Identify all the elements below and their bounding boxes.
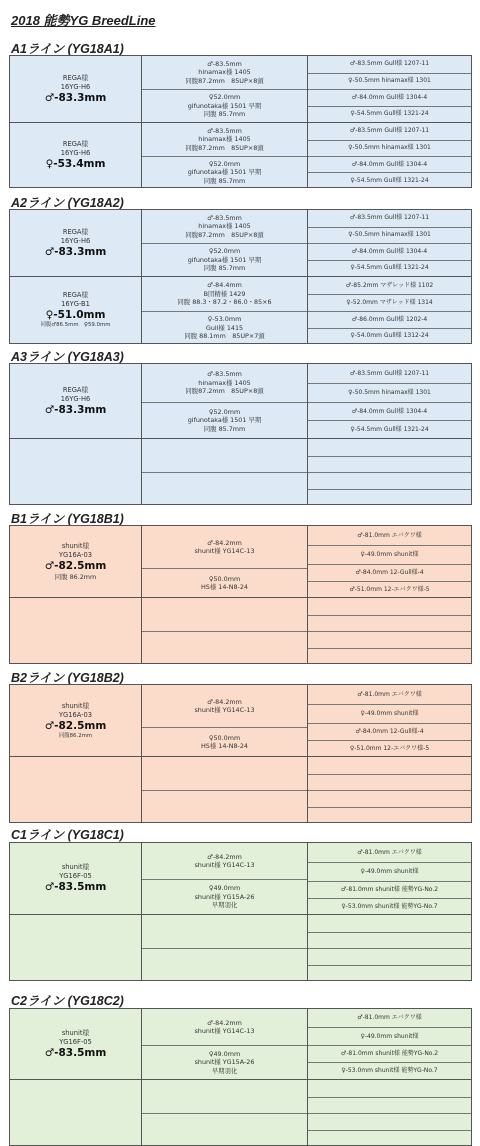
section-heading-b2: B2ライン (YG18B2) [11,668,124,686]
breed-row [10,122,471,187]
offspring-cell [308,526,471,597]
offspring-text: ♀-49.0mm shunit様 [360,551,418,559]
mate-block [142,56,307,89]
parent-size: ♂-82.5mm [45,560,107,573]
line-code: 16YG-H6 [61,395,90,404]
parent-size: ♂-83.5mm [45,881,107,894]
mate-breeder: shunit様 YG15A-26 [195,1058,255,1066]
offspring-cell [308,277,471,343]
offspring-entry [308,1027,471,1045]
empty-row [10,914,471,980]
offspring-cell [308,1009,471,1079]
mate-breeder: shunit様 YG14C-13 [194,706,254,714]
offspring-text: ♂-84.0mm 12-Gull様-4 [355,728,423,736]
mate-block [142,843,307,879]
offspring-text: ♀-50.5mm hinamax様 1301 [348,77,431,85]
empty-block [142,472,307,505]
empty-mates-cell [142,1080,308,1145]
breed-row [10,210,471,276]
empty-mates-cell [142,439,308,504]
offspring-entry [308,311,471,328]
offspring-entry [308,545,471,564]
line-code: YG16A-03 [59,551,92,560]
mate-block [142,243,307,276]
mates-cell [142,56,308,122]
offspring-text: ♀-52.0mm マザレッド様 1314 [346,299,433,307]
offspring-text: ♂-84.0mm Gull様 1304-4 [352,94,427,102]
offspring-text: ♀-50.5mm hinamax様 1301 [348,231,431,239]
offspring-text: ♀-49.0mm shunit様 [360,1033,418,1041]
mate-note: 早期羽化 [212,901,238,909]
breeder-name: shunit様 [62,542,89,551]
mates-cell [142,277,308,343]
offspring-cell [308,210,471,276]
offspring-text: ♀-53.0mm shunit様 能勢YG-No.7 [341,1067,437,1075]
offspring-entry [308,881,471,898]
breeder-name: REGA様 [63,291,88,300]
offspring-text: ♂-84.0mm 12-Gull様-4 [355,569,423,577]
mate-sibling-note: 同腹 88.1mm 85UP×7頭 [184,332,264,340]
mate-breeder: hinamax様 1405 [198,68,250,76]
offspring-cell [308,843,471,914]
line-code: 16YG-H6 [61,83,90,92]
offspring-entry [308,862,471,881]
empty-block [142,757,307,790]
breed-row [10,526,471,597]
breeder-name: REGA様 [63,74,88,83]
offspring-text: ♀-54.5mm Gull様 1321-24 [350,264,428,272]
mate-size: ♀50.0mm [209,734,240,742]
mate-block [142,123,307,156]
parent-cell [10,364,142,438]
mate-size: ♀52.0mm [209,160,240,168]
mate-sibling-note: 同腹87.2mm 85UP×8頭 [185,77,263,85]
offspring-entry [308,73,471,90]
sibling-note: 同腹 86.2mm [55,573,97,581]
mate-breeder: hinamax様 1405 [198,379,250,387]
offspring-entry [308,227,471,244]
offspring-entry [308,140,471,157]
empty-block [142,439,307,472]
empty-entry [308,1080,471,1097]
line-code: YG16A-03 [59,711,92,720]
empty-entry [308,807,471,824]
parent-cell [10,526,142,597]
offspring-entry [308,704,471,723]
offspring-cell [308,56,471,122]
mate-block [142,526,307,568]
empty-entry [308,615,471,632]
mate-size: ♂-84.2mm [207,1019,242,1027]
breed-table-a3 [9,363,472,505]
mate-breeder: shunit様 YG15A-26 [195,893,255,901]
mates-cell [142,526,308,597]
offspring-text: ♂-83.5mm Gull様 1207-11 [350,127,429,135]
offspring-cell [308,123,471,187]
mate-block [142,402,307,438]
section-heading-b1: B1ライン (YG18B1) [11,509,124,527]
empty-block [142,915,307,948]
mate-size: ♀-53.0mm [208,315,242,323]
empty-parent-cell [10,915,142,980]
breed-table-c2 [9,1008,472,1146]
mates-cell [142,210,308,276]
mate-breeder: gifunotaka様 1501 早期 [188,416,262,424]
mate-size: ♂-83.5mm [207,60,242,68]
offspring-text: ♂-81.0mm shunit様 能勢YG-No.2 [341,1050,438,1058]
offspring-text: ♀-50.5mm hinamax様 1301 [348,389,431,397]
breed-table-a2 [9,209,472,344]
mate-size: ♀52.0mm [209,93,240,101]
section-heading-a2: A2ライン (YG18A2) [11,193,124,211]
mate-sibling-note: 同腹87.2mm 85UP×8頭 [185,387,263,395]
empty-block [142,1080,307,1113]
offspring-entry [308,210,471,227]
offspring-text: ♂-83.5mm Gull様 1207-11 [350,214,429,222]
parent-size: ♂-83.5mm [45,1047,107,1060]
empty-parent-cell [10,1080,142,1145]
mates-cell [142,1009,308,1079]
empty-mates-cell [142,598,308,663]
offspring-entry [308,420,471,438]
mate-sibling-note: 同腹 85.7mm [204,110,246,118]
empty-entry [308,598,471,615]
mate-sibling-note: 同腹87.2mm 85UP×8頭 [185,144,263,152]
empty-entry [308,774,471,791]
empty-entry [308,1113,471,1130]
offspring-entry [308,328,471,345]
empty-offspring-cell [308,598,471,663]
offspring-entry [308,364,471,383]
mate-size: ♀49.0mm [209,884,240,892]
mate-size: ♀52.0mm [209,247,240,255]
mate-block [142,277,307,311]
empty-entry [308,489,471,506]
mates-cell [142,843,308,914]
offspring-entry [308,402,471,420]
offspring-text: ♂-86.0mm Gull様 1202-4 [352,316,427,324]
empty-row [10,597,471,663]
mate-breeder: Gull様 1415 [206,324,243,332]
empty-block [142,1113,307,1146]
breed-table-a1 [9,55,472,188]
offspring-text: ♂-81.0mm エバクワ様 [357,691,422,699]
offspring-entry [308,156,471,172]
offspring-entry [308,1009,471,1027]
parent-size: ♂-82.5mm [45,720,107,733]
empty-entry [308,439,471,456]
breeder-name: REGA様 [63,386,88,395]
empty-parent-cell [10,598,142,663]
parent-size: ♂-83.3mm [45,404,107,417]
parent-size: ♂-83.3mm [45,92,107,105]
mate-block [142,1009,307,1045]
parent-cell [10,277,142,343]
mate-block [142,156,307,188]
offspring-entry [308,1062,471,1079]
offspring-text: ♂-81.0mm エバクワ様 [357,849,422,857]
sibling-note: 同腹86.2mm [59,733,92,740]
breed-table-b2 [9,684,472,823]
offspring-text: ♀-54.0mm Gull様 1312-24 [350,332,428,340]
parent-size: ♂-83.3mm [45,246,107,259]
empty-row [10,438,471,504]
empty-entry [308,631,471,648]
offspring-entry [308,740,471,756]
mate-sibling-note: 同腹 85.7mm [204,264,246,272]
breed-table-c1 [9,842,472,981]
offspring-entry [308,581,471,597]
offspring-entry [308,564,471,581]
mate-block [142,210,307,243]
offspring-entry [308,260,471,277]
mate-block [142,685,307,727]
mate-breeder: hinamax様 1405 [198,135,250,143]
offspring-text: ♀-49.0mm shunit様 [360,710,418,718]
empty-block [142,631,307,664]
offspring-text: ♂-83.5mm Gull様 1207-11 [350,370,429,378]
empty-row [10,756,471,822]
offspring-text: ♀-50.5mm hinamax様 1301 [348,144,431,152]
empty-row [10,1079,471,1145]
empty-mates-cell [142,915,308,980]
breed-row [10,1009,471,1079]
mate-size: ♂-84.2mm [207,539,242,547]
page-title: 2018 能勢YG BreedLine [11,10,156,29]
offspring-entry [308,123,471,140]
empty-entry [308,915,471,932]
section-heading-c2: C2ライン (YG18C2) [11,991,124,1009]
parent-cell [10,1009,142,1079]
offspring-entry [308,526,471,545]
empty-offspring-cell [308,915,471,980]
mate-sibling-note: 同腹 88.3・87.2・86.0・85×6 [177,298,271,306]
breed-row [10,276,471,343]
mate-block [142,727,307,756]
empty-entry [308,1097,471,1114]
mate-breeder: hinamax様 1405 [198,222,250,230]
line-code: YG16F-05 [59,872,92,881]
mate-block [142,1045,307,1079]
offspring-text: ♂-84.0mm Gull様 1304-4 [352,248,427,256]
offspring-text: ♂-84.0mm Gull様 1304-4 [352,161,427,169]
breeder-name: REGA様 [63,228,88,237]
mate-breeder: HS様 14-N8-24 [201,742,248,750]
empty-entry [308,965,471,982]
parent-cell [10,56,142,122]
line-code: YG16F-05 [59,1038,92,1047]
breeder-name: REGA様 [63,140,88,149]
mate-breeder: shunit様 YG14C-13 [194,861,254,869]
mate-breeder: shunit様 YG14C-13 [194,1027,254,1035]
offspring-entry [308,843,471,862]
breed-row [10,364,471,438]
empty-block [142,598,307,631]
breeder-name: shunit様 [62,1029,89,1038]
offspring-text: ♂-51.0mm 12-エバクワ様-5 [349,586,429,594]
parent-cell [10,210,142,276]
breeder-name: shunit様 [62,863,89,872]
offspring-text: ♂-81.0mm エバクワ様 [357,1014,422,1022]
mate-breeder: gifunotaka様 1501 早期 [188,256,262,264]
line-code: 16YG-H6 [61,237,90,246]
offspring-text: ♂-83.5mm Gull様 1207-11 [350,60,429,68]
section-heading-a3: A3ライン (YG18A3) [11,347,124,365]
offspring-text: ♀-54.5mm Gull様 1321-24 [350,426,428,434]
mate-breeder: HS様 14-N8-24 [201,583,248,591]
offspring-entry [308,1045,471,1062]
mate-sibling-note: 同腹 85.7mm [204,425,246,433]
mate-size: ♀49.0mm [209,1050,240,1058]
offspring-entry [308,172,471,188]
offspring-entry [308,383,471,402]
offspring-entry [308,294,471,311]
section-heading-c1: C1ライン (YG18C1) [11,825,124,843]
mate-breeder: gifunotaka様 1501 早期 [188,102,262,110]
mate-block [142,364,307,402]
offspring-entry [308,898,471,914]
empty-offspring-cell [308,1080,471,1145]
breed-row [10,685,471,756]
breed-table-b1 [9,525,472,664]
offspring-entry [308,243,471,260]
line-code: 16YG-H6 [61,149,90,158]
mate-block [142,89,307,122]
offspring-text: ♂-85.2mm マザレッド様 1102 [346,282,434,290]
empty-entry [308,932,471,949]
offspring-entry [308,277,471,294]
offspring-text: ♀-54.5mm Gull様 1321-24 [350,177,428,185]
offspring-text: ♀-49.0mm shunit様 [360,868,418,876]
mate-sibling-note: 同腹87.2mm 85UP×8頭 [185,231,263,239]
empty-parent-cell [10,439,142,504]
mates-cell [142,685,308,756]
mates-cell [142,364,308,438]
breed-row [10,56,471,122]
sibling-note: 同腹♂86.5mm ♀59.0mm [41,322,111,329]
parent-size: ♀-53.4mm [46,158,106,171]
mate-block [142,879,307,914]
breeder-name: shunit様 [62,702,89,711]
parent-cell [10,123,142,187]
empty-mates-cell [142,757,308,822]
mate-block [142,311,307,344]
mate-breeder: gifunotaka様 1501 早期 [188,168,262,176]
offspring-text: ♂-81.0mm エバクワ様 [357,532,422,540]
parent-cell [10,843,142,914]
line-code: 16YG-B1 [61,300,90,309]
empty-entry [308,472,471,489]
breed-row [10,843,471,914]
offspring-cell [308,364,471,438]
mate-size: ♀52.0mm [209,408,240,416]
mate-sibling-note: 同腹 85.7mm [204,177,246,185]
offspring-text: ♀-51.0mm 12-エバクワ様-5 [350,745,429,753]
empty-entry [308,648,471,665]
mate-breeder: shunit様 YG14C-13 [194,547,254,555]
offspring-text: ♂-84.0mm Gull様 1304-4 [352,408,427,416]
offspring-cell [308,685,471,756]
mate-size: ♂-83.5mm [207,127,242,135]
offspring-text: ♀-53.0mm shunit様 能勢YG-No.7 [341,903,437,911]
mates-cell [142,123,308,187]
empty-block [142,790,307,823]
mate-size: ♂-83.5mm [207,214,242,222]
mate-size: ♂-84.4mm [207,281,242,289]
empty-block [142,948,307,981]
mate-block [142,568,307,597]
mate-size: ♂-84.2mm [207,698,242,706]
mate-note: 早期羽化 [212,1067,238,1075]
offspring-entry [308,106,471,123]
mate-size: ♂-84.2mm [207,853,242,861]
offspring-entry [308,723,471,740]
empty-entry [308,948,471,965]
parent-size: ♀-51.0mm [46,309,106,322]
mate-size: ♀50.0mm [209,575,240,583]
empty-entry [308,1130,471,1146]
parent-cell [10,685,142,756]
mate-size: ♂-83.5mm [207,370,242,378]
empty-offspring-cell [308,757,471,822]
offspring-text: ♀-54.5mm Gull様 1321-24 [350,110,428,118]
section-heading-a1: A1ライン (YG18A1) [11,39,124,57]
empty-offspring-cell [308,439,471,504]
offspring-entry [308,56,471,73]
offspring-entry [308,685,471,704]
empty-parent-cell [10,757,142,822]
empty-entry [308,790,471,807]
empty-entry [308,757,471,774]
offspring-entry [308,89,471,106]
empty-entry [308,456,471,473]
mate-breeder: B団精様 1429 [204,290,246,298]
offspring-text: ♂-81.0mm shunit様 能勢YG-No.2 [341,886,438,894]
